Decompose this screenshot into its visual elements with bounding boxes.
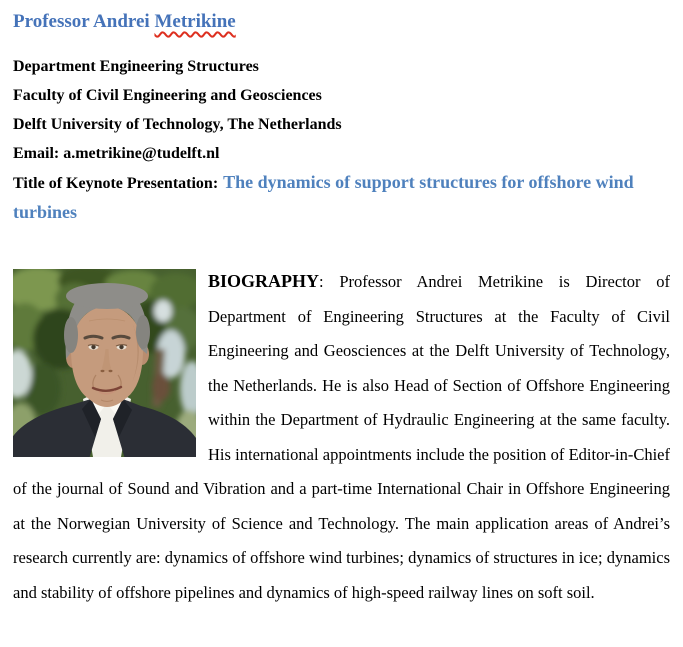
portrait-image <box>13 269 196 457</box>
university-line: Delft University of Technology, The Netherlands <box>13 116 342 133</box>
biography-heading: BIOGRAPHY <box>208 271 320 291</box>
biography-text: Professor Andrei Metrikine is Director of Department of Engineering Structures at the Faculty of Civil Engineering and Geosciences at the Delft University of Technology, the Netherlands. He is also Head of Section of Offshore Engineering within the Department of Hydraulic Engineering at the same faculty. His international appointments include the position of Editor-in-Chief of the journal of Sound and Vibration and a part-time International Chair in Offshore Engineering at the Norwegian University of Science and Technology. The main application areas of Andrei’s research currently are: dynamics of offshore wind turbines; dynamics of structures in ice; dynamics and stability of offshore pipelines and dynamics of high-speed railway lines on soft soil. <box>13 272 670 602</box>
keynote-line <box>13 168 670 228</box>
biography-separator: : <box>319 272 340 291</box>
keynote-label: Title of Keynote Presentation: <box>13 175 219 192</box>
email-line: Email: a.metrikine@tudelft.nl <box>13 145 220 162</box>
keynote-title: The dynamics of support structures for offshore wind turbines <box>13 172 634 222</box>
biography-section <box>13 264 670 610</box>
page-title <box>13 0 670 34</box>
contact-details <box>13 52 670 228</box>
faculty-line: Faculty of Civil Engineering and Geosciences <box>13 87 322 104</box>
professor-photo <box>13 269 196 457</box>
department-line: Department Engineering Structures <box>13 58 259 75</box>
page-title-flagged-word: Metrikine <box>154 11 236 32</box>
page-title-text: Professor Andrei <box>13 11 150 32</box>
